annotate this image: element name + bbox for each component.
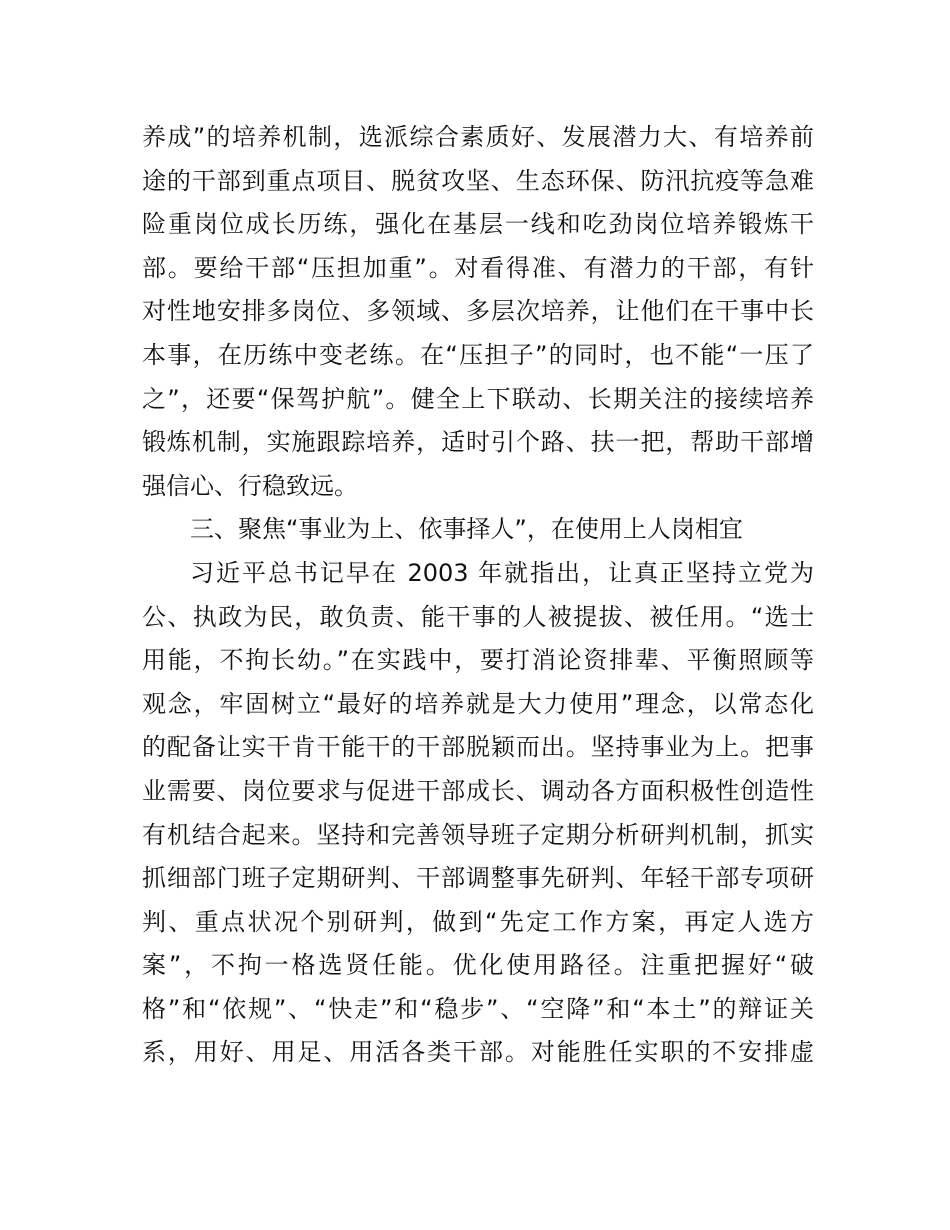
paragraph-line: 养成”的培养机制，选派综合素质好、发展潜力大、有培养前 <box>142 123 814 151</box>
paragraph-line: 的配备让实干肯干能干的干部脱颖而出。坚持事业为上。把事 <box>142 733 814 762</box>
paragraph-line: 部。要给干部“压担加重”。对看得准、有潜力的干部，有针 <box>142 253 814 282</box>
paragraph-line: 判、重点状况个别研判，做到“先定工作方案，再定人选方 <box>142 907 814 936</box>
paragraph-line: 锻炼机制，实施跟踪培养，适时引个路、扶一把，帮助干部增 <box>142 428 814 457</box>
paragraph-line: 本事，在历练中变老练。在“压担子”的同时，也不能“一压了 <box>142 340 814 369</box>
paragraph-line-last: 强信心、行稳致远。 <box>142 471 358 500</box>
paragraph-line: 格”和“依规”、“快走”和“稳步”、“空降”和“本土”的辩证关 <box>142 994 814 1023</box>
paragraph-line: 抓细部门班子定期研判、干部调整事先研判、年轻干部专项研 <box>142 864 814 893</box>
paragraph-line: 公、执政为民，敢负责、能干事的人被提拔、被任用。“选士 <box>142 602 814 631</box>
paragraph-line: 观念，牢固树立“最好的培养就是大力使用”理念，以常态化 <box>142 689 814 718</box>
paragraph-line: 案”，不拘一格选贤任能。优化使用路径。注重把握好“破 <box>142 951 814 980</box>
paragraph-line: 之”，还要“保驾护航”。健全上下联动、长期关注的接续培养 <box>142 384 814 413</box>
document-body <box>142 116 814 1075</box>
paragraph-line: 有机结合起来。坚持和完善领导班子定期分析研判机制，抓实 <box>142 820 814 849</box>
paragraph-line: 险重岗位成长历练，强化在基层一线和吃劲岗位培养锻炼干 <box>142 210 814 239</box>
paragraph-line: 对性地安排多岗位、多领域、多层次培养，让他们在干事中长 <box>142 297 814 326</box>
paragraph-line: 业需要、岗位要求与促进干部成长、调动各方面积极性创造性 <box>142 776 814 805</box>
paragraph-line: 用能，不拘长幼。”在实践中，要打消论资排辈、平衡照顾等 <box>142 646 814 675</box>
section-heading: 三、聚焦“事业为上、依事择人”，在使用上人岗相宜 <box>190 515 743 544</box>
paragraph-line: 系，用好、用足、用活各类干部。对能胜任实职的不安排虚 <box>142 1038 814 1067</box>
paragraph-line: 途的干部到重点项目、脱贫攻坚、生态环保、防汛抗疫等急难 <box>142 166 814 195</box>
paragraph-line-first: 习近平总书记早在 2003 年就指出，让真正坚持立党为 <box>190 558 814 587</box>
